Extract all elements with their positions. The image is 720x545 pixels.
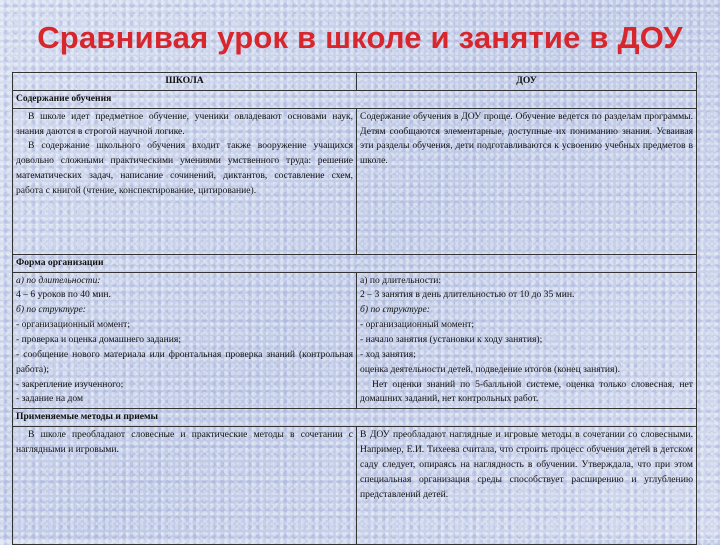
paragraph: б) по структуре:: [360, 304, 431, 316]
section-heading-row: [13, 254, 697, 272]
paragraph: 4 – 6 уроков по 40 мин.: [16, 289, 111, 301]
section-heading-form: Форма организации: [13, 254, 697, 272]
section-heading-methods: Применяемые методы и приемы: [13, 409, 697, 427]
school-cell-form: [13, 272, 357, 409]
paragraph: оценка деятельности детей, подведение итогов (конец занятия).: [360, 363, 621, 375]
header-school: ШКОЛА: [13, 73, 357, 91]
paragraph: а) по длительности:: [16, 274, 101, 286]
paragraph: В ДОУ преобладают наглядные и игровые методы в сочетании со словесными. Например, Е.И. Тихеева считала, что строить процесс обучения детей в детском саду следует, опираясь на наглядность в обучении. Утверждала, что при этом специальная организация среды способствует расширению и углублению представлений детей.: [360, 429, 693, 500]
paragraph: б) по структуре:: [16, 304, 86, 316]
dou-cell-content: [357, 108, 697, 254]
paragraph: а) по длительности:: [360, 274, 442, 286]
paragraph: - организационный момент;: [16, 319, 131, 331]
school-cell-content: [13, 108, 357, 254]
section-heading-content: Содержание обучения: [13, 90, 697, 108]
table-row: [13, 108, 697, 254]
paragraph: В содержание школьного обучения входит также вооружение учащихся довольно сложными практическими умениями умственного труда: решение математических задач, написание сочинений, диктантов, составление схем, работа с книгой (чтение, конспектирование, цитирование).: [16, 140, 354, 197]
paragraph: - начало занятия (установки к ходу занятия);: [360, 334, 543, 346]
paragraph: - организационный момент;: [360, 319, 475, 331]
paragraph: Нет оценки знаний по 5-балльной системе, оценка только словесная, нет домашних заданий, нет контрольных работ.: [360, 378, 693, 405]
table-row: [13, 427, 697, 545]
dou-cell-methods: [357, 427, 697, 545]
header-dou: ДОУ: [357, 73, 697, 91]
paragraph: - проверка и оценка домашнего задания;: [16, 334, 182, 346]
paragraph: - сообщение нового материала или фронтальная проверка знаний (контрольная работа);: [16, 348, 354, 375]
table-row: [13, 272, 697, 409]
table-header-row: [13, 73, 697, 91]
section-heading-row: [13, 409, 697, 427]
paragraph: В школе преобладают словесные и практические методы в сочетании с наглядными и игровыми.: [16, 429, 354, 456]
paragraph: 2 – 3 занятия в день длительностью от 10 до 35 мин.: [360, 289, 575, 301]
dou-cell-form: [357, 272, 697, 409]
paragraph: - задание на дом: [16, 393, 84, 405]
section-heading-row: [13, 90, 697, 108]
school-cell-methods: [13, 427, 357, 545]
page-title: Сравнивая урок в школе и занятие в ДОУ: [37, 20, 683, 55]
paragraph: - закрепление изученного;: [16, 378, 124, 390]
comparison-table: [12, 72, 697, 545]
paragraph: Содержание обучения в ДОУ проще. Обучение ведется по разделам программы. Детям сообщаются элементарные, доступные их пониманию знания. Усваивая эти разделы обучения, дети подготавливаются к усвоению учебных предметов в школе.: [360, 110, 693, 167]
paragraph: - ход занятия;: [360, 348, 416, 360]
paragraph: В школе идет предметное обучение, ученики овладевают основами наук, знания даются в строгой научной логике.: [16, 110, 354, 137]
